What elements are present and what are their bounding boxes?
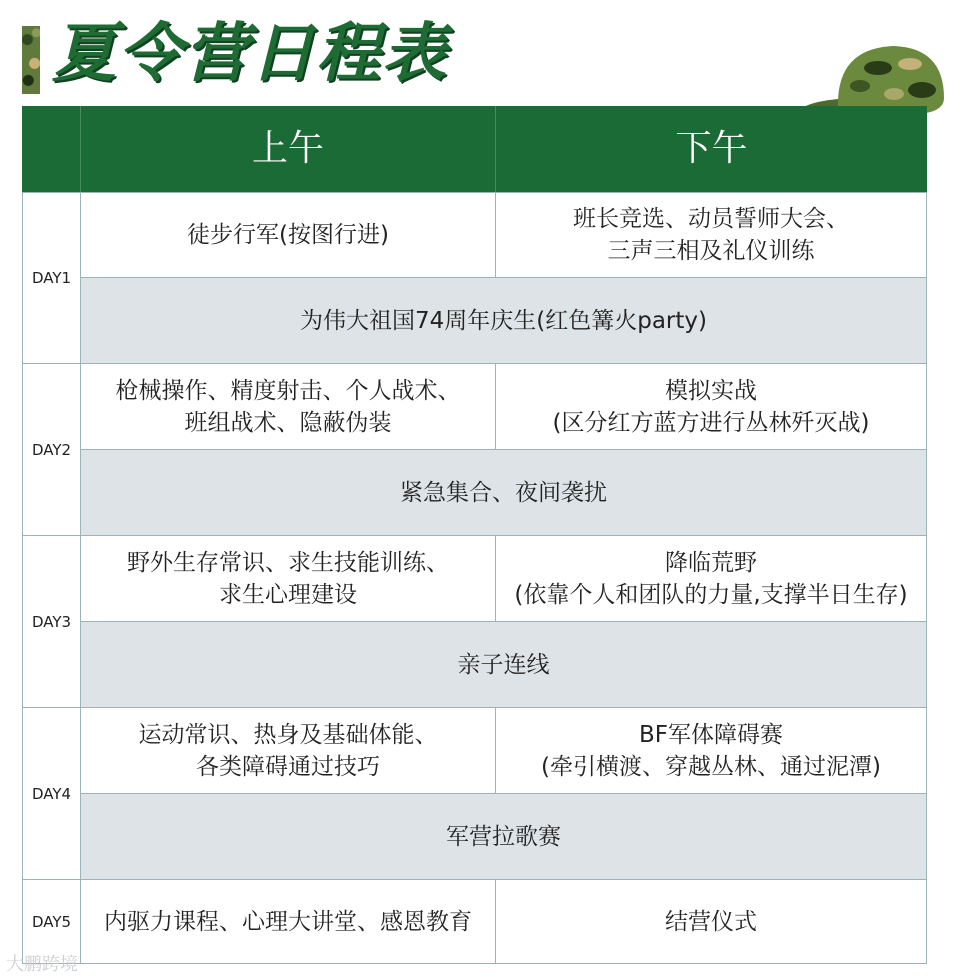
title-area (0, 0, 973, 106)
day-label: DAY2 (22, 363, 81, 536)
evening-cell (80, 621, 927, 708)
morning-cell (80, 363, 496, 450)
cell-text: 军营拉歌赛 (446, 823, 561, 850)
header-afternoon: 下午 (675, 128, 748, 169)
watermark: 大鹏跨境 (6, 954, 78, 975)
cell-text: 结营仪式 (665, 908, 757, 935)
morning-cell (80, 192, 496, 278)
day-label: DAY5 (22, 879, 81, 964)
afternoon-cell (495, 192, 927, 278)
cell-text: 野外生存常识、求生技能训练、 求生心理建设 (127, 549, 449, 608)
cell-text: 内驱力课程、心理大讲堂、感恩教育 (104, 908, 472, 935)
evening-cell (80, 277, 927, 364)
cell-text: 运动常识、热身及基础体能、 各类障碍通过技巧 (138, 721, 438, 780)
morning-cell (80, 707, 496, 794)
cell-text: 降临荒野 (依靠个人和团队的力量,支撑半日生存) (514, 549, 908, 608)
camo-pattern-icon (22, 26, 40, 94)
day-label: DAY1 (22, 192, 81, 364)
afternoon-cell (495, 535, 927, 622)
cell-text: BF军体障碍赛 (牵引横渡、穿越丛林、通过泥潭) (541, 721, 881, 780)
afternoon-cell (495, 707, 927, 794)
cell-text: 枪械操作、精度射击、个人战术、 班组战术、隐蔽伪装 (115, 377, 461, 436)
cell-text: 班长竞选、动员誓师大会、 三声三相及礼仪训练 (573, 206, 849, 264)
schedule-table (22, 106, 927, 964)
header-morning: 上午 (251, 128, 324, 169)
cell-text: 模拟实战 (区分红方蓝方进行丛林歼灭战) (552, 377, 870, 436)
morning-cell (80, 535, 496, 622)
cell-text: 紧急集合、夜间袭扰 (400, 479, 607, 506)
evening-cell (80, 449, 927, 536)
cell-text: 亲子连线 (457, 651, 550, 678)
afternoon-cell (495, 363, 927, 450)
day-label: DAY3 (22, 535, 81, 708)
day-label: DAY4 (22, 707, 81, 880)
morning-cell (80, 879, 496, 964)
table-header (22, 106, 927, 192)
cell-text: 徒步行军(按图行进) (187, 222, 389, 248)
cell-text: 为伟大祖国74周年庆生(红色篝火party) (300, 307, 707, 334)
afternoon-cell (495, 879, 927, 964)
evening-cell (80, 793, 927, 880)
page-title: 夏令营日程表 (52, 17, 448, 91)
